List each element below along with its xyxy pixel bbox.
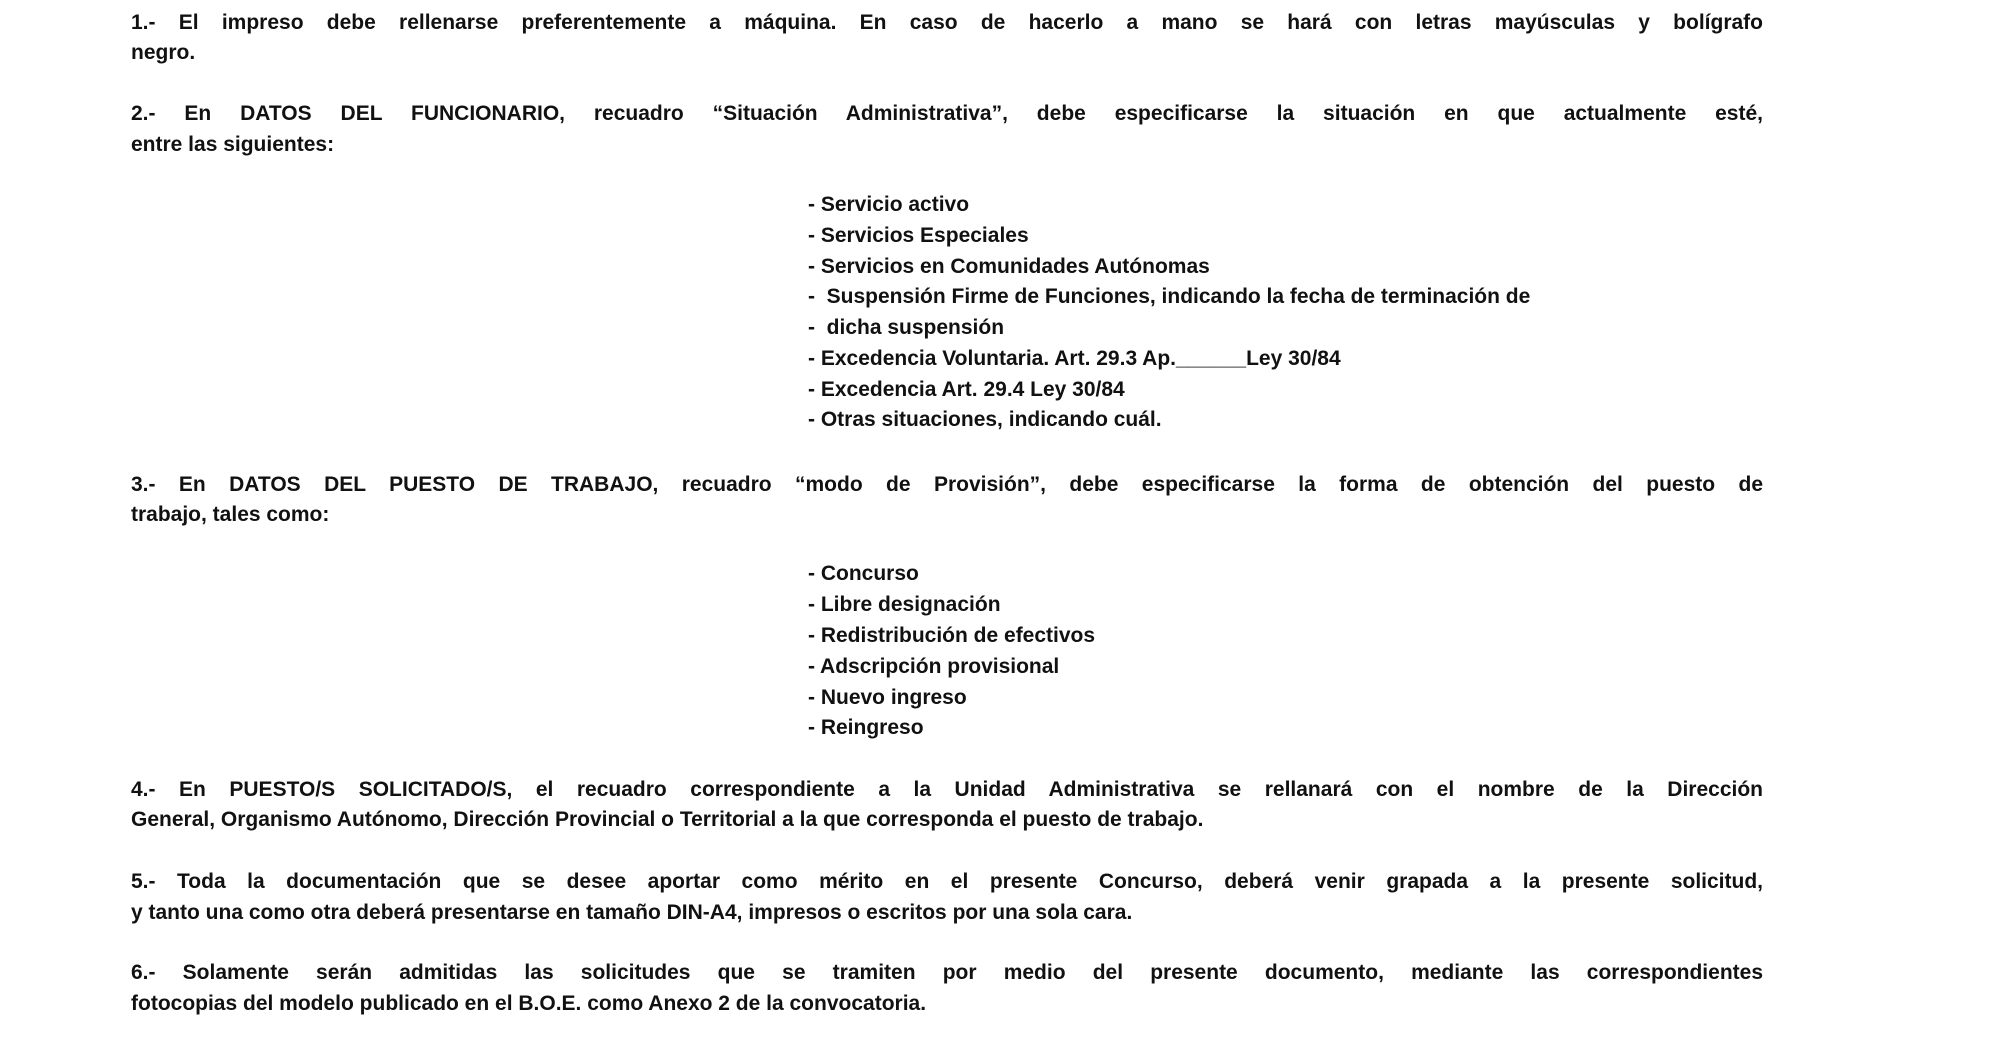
list-item: - Concurso (808, 562, 919, 585)
list-item: - Reingreso (808, 716, 924, 739)
paragraph-4-line-2: General, Organismo Autónomo, Dirección Provincial o Territorial a la que corresponda el puesto de trabajo. (131, 808, 1204, 831)
paragraph-6-line-1: 6.- Solamente serán admitidas las solicitudes que se tramiten por medio del presente documento, mediante las correspondientes (131, 961, 1763, 984)
list-item: - Adscripción provisional (808, 655, 1060, 678)
paragraph-5-line-1: 5.- Toda la documentación que se desee aportar como mérito en el presente Concurso, deberá venir grapada a la presente solicitud, (131, 870, 1763, 893)
list-item: - Otras situaciones, indicando cuál. (808, 408, 1162, 431)
list-item: - Suspensión Firme de Funciones, indicando la fecha de terminación de (808, 285, 1531, 308)
list-item: - Redistribución de efectivos (808, 624, 1096, 647)
paragraph-4-line-1: 4.- En PUESTO/S SOLICITADO/S, el recuadro correspondiente a la Unidad Administrativa se rellanará con el nombre de la Dirección (131, 778, 1763, 801)
paragraph-2-line-2: entre las siguientes: (131, 133, 335, 156)
list-item: - Servicios Especiales (808, 224, 1029, 247)
list-item: - Libre designación (808, 593, 1001, 616)
paragraph-2-line-1: 2.- En DATOS DEL FUNCIONARIO, recuadro “Situación Administrativa”, debe especificarse la situación en que actualmente esté, (131, 102, 1763, 125)
paragraph-3-line-1: 3.- En DATOS DEL PUESTO DE TRABAJO, recuadro “modo de Provisión”, debe especificarse la forma de obtención del puesto de (131, 473, 1763, 496)
list-item: - Servicio activo (808, 193, 970, 216)
list-item: - Excedencia Voluntaria. Art. 29.3 Ap.______Ley 30/84 (808, 347, 1341, 370)
list-item: - Excedencia Art. 29.4 Ley 30/84 (808, 378, 1125, 401)
list-item: - Nuevo ingreso (808, 686, 967, 709)
paragraph-6-line-2: fotocopias del modelo publicado en el B.O.E. como Anexo 2 de la convocatoria. (131, 992, 927, 1015)
list-item: - dicha suspensión (808, 316, 1005, 339)
list-item: - Servicios en Comunidades Autónomas (808, 255, 1210, 278)
paragraph-1-line-1: 1.- El impreso debe rellenarse preferentemente a máquina. En caso de hacerlo a mano se hará con letras mayúsculas y bolígrafo (131, 11, 1763, 34)
paragraph-5-line-2: y tanto una como otra deberá presentarse en tamaño DIN-A4, impresos o escritos por una sola cara. (131, 901, 1133, 924)
paragraph-3-line-2: trabajo, tales como: (131, 503, 330, 526)
paragraph-1-line-2: negro. (131, 41, 196, 64)
